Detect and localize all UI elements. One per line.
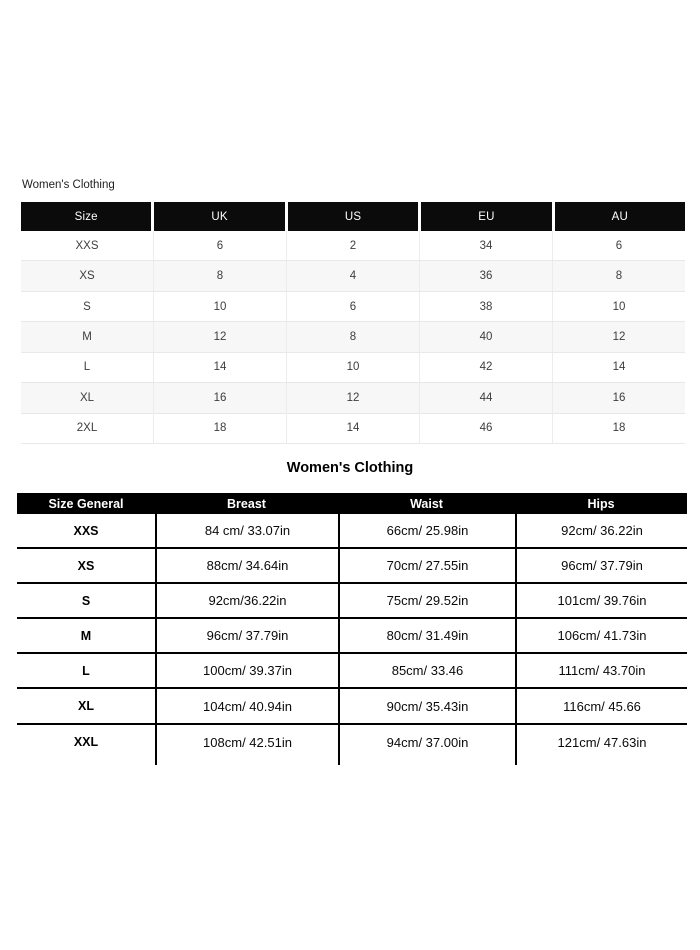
measurement-table-header [17,493,687,514]
size-label-cell: XS [77,558,95,573]
region-size-table [21,202,685,444]
measurement-value-cell: 80cm/ 31.49in [338,619,515,652]
divider-tail [17,760,155,765]
size-label-cell: XS [79,270,95,283]
measurement-value-cell: 94cm/ 37.00in [338,725,515,760]
divider-tail [155,760,338,765]
measurement-value-cell: 88cm/ 34.64in [155,549,338,582]
table-row [21,261,685,291]
table-row [21,414,685,444]
size-value-cell: 46 [419,414,552,443]
size-label-cell: L [82,663,90,678]
measurement-table-header-cell: Size General [48,496,124,511]
measurement-table-header-cell: Hips [587,496,615,511]
size-value-cell: 8 [153,261,286,290]
measurement-value-cell: 106cm/ 41.73in [515,619,687,652]
measurement-value-cell: 121cm/ 47.63in [515,725,687,760]
size-value-cell: 12 [153,322,286,351]
divider-tail [338,760,515,765]
table-row [21,231,685,261]
region-table-header-cell: UK [151,202,284,231]
size-value-cell: 6 [552,231,685,260]
measurement-table-divider-tails [17,760,687,765]
size-value-cell: 14 [286,414,419,443]
size-value-cell: 12 [286,383,419,412]
table-row [21,353,685,383]
size-label-cell: M [80,628,92,643]
table-row [17,654,687,689]
size-value-cell: 6 [286,292,419,321]
region-table-header-cell: AU [552,202,685,231]
table-row [17,725,687,760]
measurement-value-cell: 108cm/ 42.51in [155,725,338,760]
measurement-value-cell: 85cm/ 33.46 [338,654,515,687]
size-value-cell: 36 [419,261,552,290]
table-row [17,584,687,619]
table-row [17,514,687,549]
size-label-cell: XXS [75,239,99,252]
size-label-cell: XL [79,391,95,404]
table-row [21,383,685,413]
measurement-value-cell: 104cm/ 40.94in [155,689,338,722]
measurement-table-header-cell: Waist [410,496,443,511]
size-value-cell: 18 [552,414,685,443]
measurement-value-cell: 96cm/ 37.79in [155,619,338,652]
measurement-value-cell: 92cm/ 36.22in [515,514,687,547]
measurement-table-body [17,514,687,760]
size-value-cell: 8 [286,322,419,351]
size-value-cell: 8 [552,261,685,290]
size-value-cell: 2 [286,231,419,260]
size-value-cell: 34 [419,231,552,260]
size-label-cell: M [82,330,92,343]
size-value-cell: 4 [286,261,419,290]
table-row [21,292,685,322]
region-table-header-cell: EU [418,202,551,231]
size-value-cell: 14 [552,353,685,382]
table2-title: Women's Clothing [286,460,414,476]
size-label-cell: XXL [73,735,99,750]
measurement-value-cell: 116cm/ 45.66 [515,689,687,722]
size-value-cell: 16 [552,383,685,412]
table-row [17,619,687,654]
measurement-value-cell: 75cm/ 29.52in [338,584,515,617]
table-row [17,689,687,724]
size-value-cell: 10 [153,292,286,321]
measurement-value-cell: 90cm/ 35.43in [338,689,515,722]
size-value-cell: 14 [153,353,286,382]
region-size-table-body [21,231,685,444]
region-size-table-header [21,202,685,231]
size-value-cell: 6 [153,231,286,260]
size-value-cell: 12 [552,322,685,351]
size-value-cell: 10 [286,353,419,382]
divider-tail [515,760,687,765]
size-label-cell: XXS [73,523,99,538]
table-row [17,549,687,584]
size-label-cell: S [81,593,91,608]
region-table-header-cell: US [285,202,418,231]
size-value-cell: 18 [153,414,286,443]
measurement-value-cell: 101cm/ 39.76in [515,584,687,617]
measurement-value-cell: 70cm/ 27.55in [338,549,515,582]
measurement-value-cell: 84 cm/ 33.07in [155,514,338,547]
measurement-value-cell: 100cm/ 39.37in [155,654,338,687]
size-value-cell: 44 [419,383,552,412]
size-label-cell: 2XL [76,422,98,435]
measurement-table [17,493,687,765]
measurement-value-cell: 111cm/ 43.70in [515,654,687,687]
size-label-cell: S [83,300,91,313]
measurement-value-cell: 96cm/ 37.79in [515,549,687,582]
size-value-cell: 16 [153,383,286,412]
size-label-cell: XL [78,699,94,714]
table1-title: Women's Clothing [22,179,115,191]
measurement-table-header-cell: Breast [227,496,266,511]
size-value-cell: 38 [419,292,552,321]
measurement-value-cell: 92cm/36.22in [155,584,338,617]
size-value-cell: 10 [552,292,685,321]
size-value-cell: 40 [419,322,552,351]
size-label-cell: L [83,361,91,374]
measurement-value-cell: 66cm/ 25.98in [338,514,515,547]
region-table-header-cell: Size [21,202,151,231]
size-value-cell: 42 [419,353,552,382]
table-row [21,322,685,352]
